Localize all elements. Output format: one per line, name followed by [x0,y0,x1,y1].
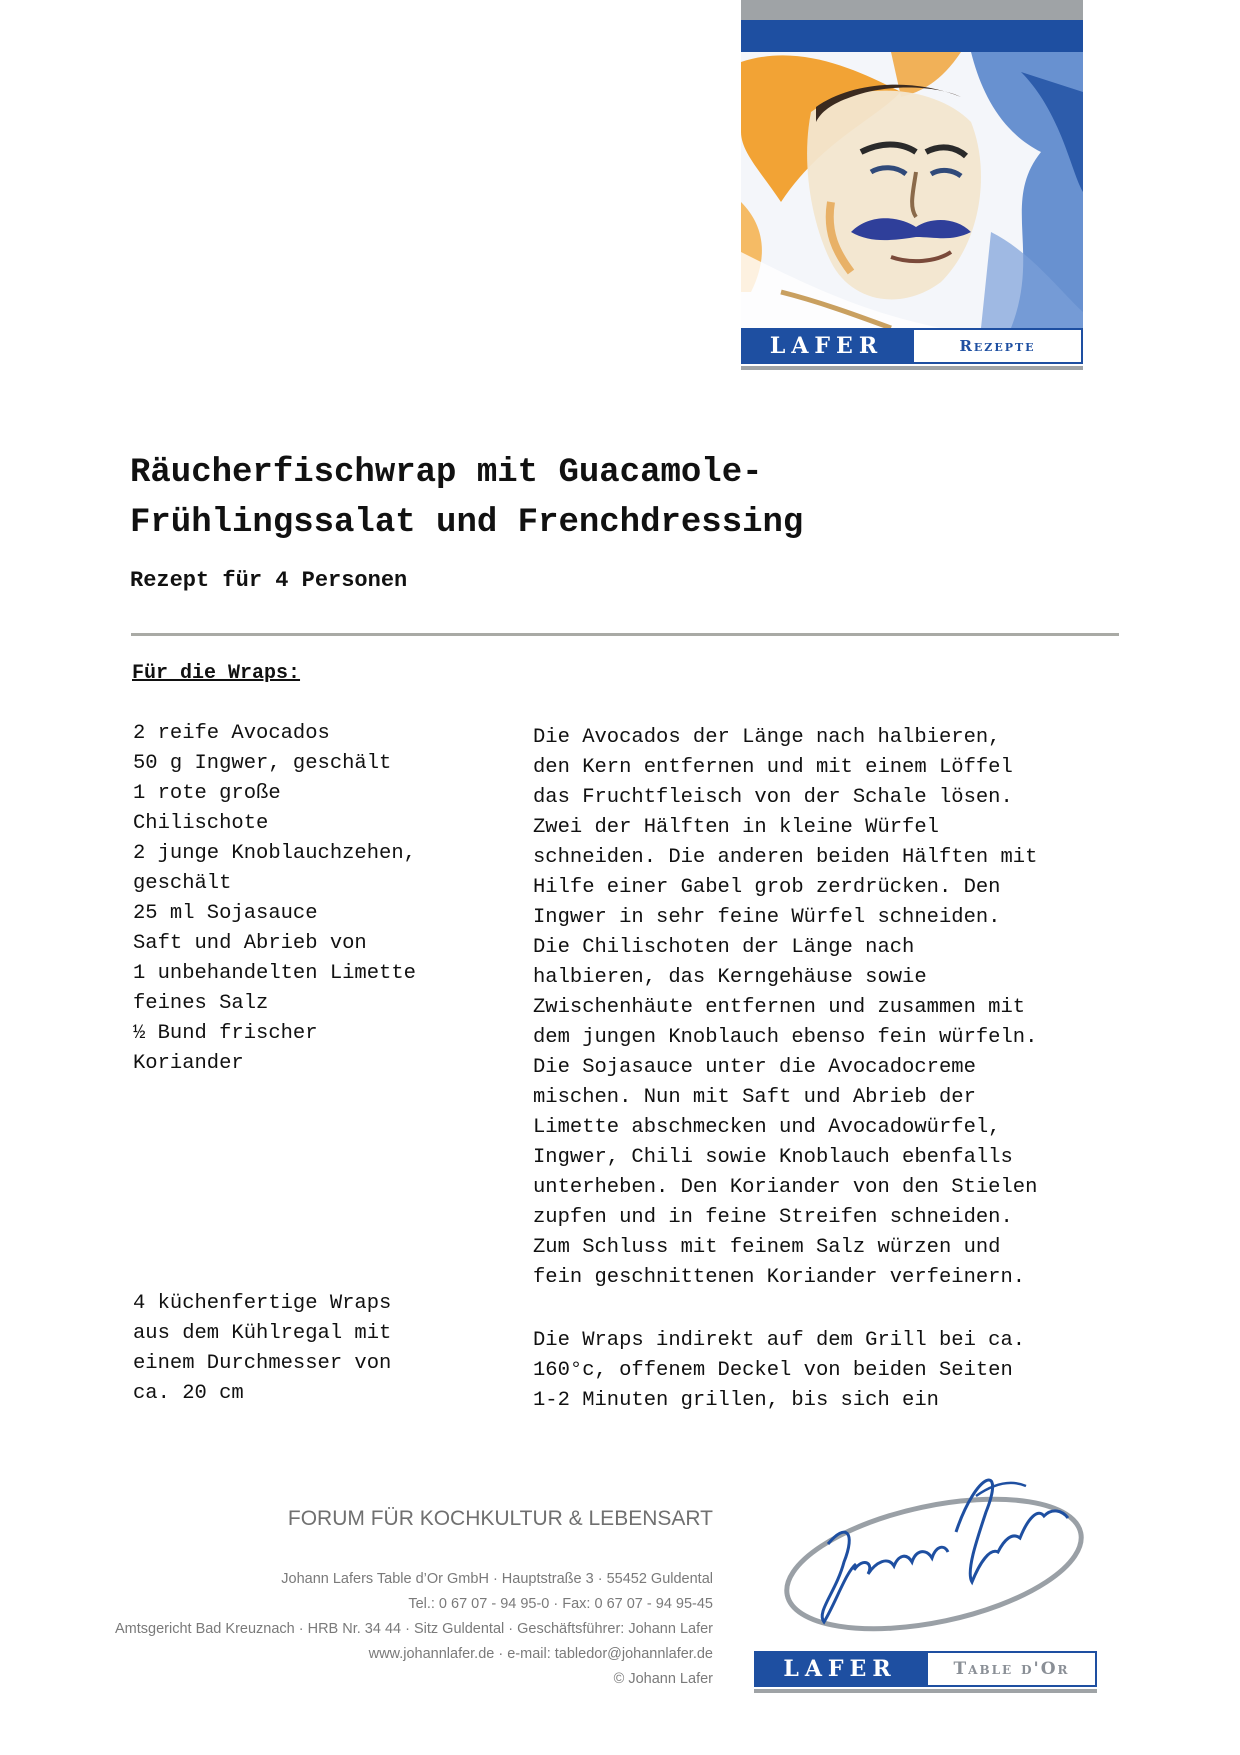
instruction-line: halbieren, das Kerngehäuse sowie [533,966,927,989]
instruction-line: 160°c, offenem Deckel von beiden Seiten [533,1359,1013,1382]
ingredient-line: ½ Bund frischer [133,1022,318,1045]
ingredient-line: Koriander [133,1052,244,1075]
brand-header-card [741,0,1083,372]
ingredient-line: 25 ml Sojasauce [133,902,318,925]
footer-tagline: FORUM FÜR KOCHKULTUR & LEBENSART [287,1507,713,1530]
instruction-line: das Fruchtfleisch von der Schale lösen. [533,786,1013,809]
instruction-line: unterheben. Den Koriander von den Stielen [533,1176,1038,1199]
ingredient-line: Saft und Abrieb von [133,932,367,955]
footer-lafer-label: LAFER [754,1651,926,1687]
instructions-wraps [533,1326,1113,1416]
instruction-line: Die Sojasauce unter die Avocadocreme [533,1056,976,1079]
footer-registry: Amtsgericht Bad Kreuznach · HRB Nr. 34 44 · Sitz Guldental · Geschäftsführer: Johann Lafer [114,1621,713,1637]
instruction-line: Zwischenhäute entfernen und zusammen mit [533,996,1026,1019]
recipe-title-line-2: Frühlingssalat und Frenchdressing [130,504,804,542]
ingredient-line: 50 g Ingwer, geschält [133,752,392,775]
ingredient-line: 4 küchenfertige Wraps [133,1292,392,1315]
section-heading-wraps: Für die Wraps: [132,662,301,685]
footer-web-email: www.johannlafer.de · e-mail: tabledor@johannlafer.de [368,1646,713,1662]
instruction-line: schneiden. Die anderen beiden Hälften mit [533,846,1038,869]
instruction-line: Die Chilischoten der Länge nach [533,936,915,959]
instruction-line: 1-2 Minuten grillen, bis sich ein [533,1389,939,1412]
brand-lafer-label: LAFER [741,328,912,364]
footer-copyright: © Johann Lafer [613,1671,713,1687]
instruction-line: fein geschnittenen Koriander verfeinern. [533,1266,1026,1289]
recipe-title-line-1: Räucherfischwrap mit Guacamole- [130,454,763,492]
instruction-line: Die Avocados der Länge nach halbieren, [533,726,1001,749]
brand-blue-stripe [741,20,1083,52]
instruction-line: Zum Schluss mit feinem Salz würzen und [533,1236,1001,1259]
ingredient-line: ca. 20 cm [133,1382,244,1405]
recipe-title [130,448,1030,548]
footer-company-address: Johann Lafers Table d’Or GmbH · Hauptstraße 3 · 55452 Guldental [281,1571,713,1587]
johann-lafer-signature-logo [776,1452,1092,1632]
instruction-line: mischen. Nun mit Saft und Abrieb der [533,1086,976,1109]
instruction-line: den Kern entfernen und mit einem Löffel [533,756,1013,779]
ingredient-line: Chilischote [133,812,269,835]
footer-phone-fax: Tel.: 0 67 07 - 94 95-0 · Fax: 0 67 07 - 94 95-45 [408,1596,713,1612]
ingredient-line: 1 unbehandelten Limette [133,962,416,985]
brand-underline [741,366,1083,370]
ingredient-line: 2 reife Avocados [133,722,330,745]
instruction-line: Ingwer, Chili sowie Knoblauch ebenfalls [533,1146,1013,1169]
instruction-line: Die Wraps indirekt auf dem Grill bei ca. [533,1329,1026,1352]
ingredient-list-wraps [133,1289,391,1409]
footer-table-dor-label: Table d'Or [926,1651,1097,1687]
divider [131,633,1119,636]
instructions-guacamole [533,723,1113,1293]
ingredient-line: einem Durchmesser von [133,1352,392,1375]
brand-grey-stripe [741,0,1083,20]
chef-portrait-painting [741,52,1083,328]
brand-footer-bar [754,1651,1097,1687]
instruction-line: dem jungen Knoblauch ebenso fein würfeln. [533,1026,1038,1049]
ingredient-line: feines Salz [133,992,269,1015]
instruction-line: Ingwer in sehr feine Würfel schneiden. [533,906,1001,929]
ingredient-line: 2 junge Knoblauchzehen, [133,842,416,865]
ingredient-line: geschält [133,872,232,895]
recipe-servings: Rezept für 4 Personen [130,568,408,593]
instruction-line: Limette abschmecken und Avocadowürfel, [533,1116,1001,1139]
footer-brand-underline [754,1689,1097,1693]
brand-header-bar [741,328,1083,364]
instruction-line: Hilfe einer Gabel grob zerdrücken. Den [533,876,1001,899]
instruction-line: Zwei der Hälften in kleine Würfel [533,816,939,839]
ingredient-line: aus dem Kühlregal mit [133,1322,392,1345]
ingredient-list-guacamole [133,719,416,1079]
ingredient-line: 1 rote große [133,782,281,805]
instruction-line: zupfen und in feine Streifen schneiden. [533,1206,1013,1229]
brand-rezepte-label: Rezepte [912,328,1083,364]
